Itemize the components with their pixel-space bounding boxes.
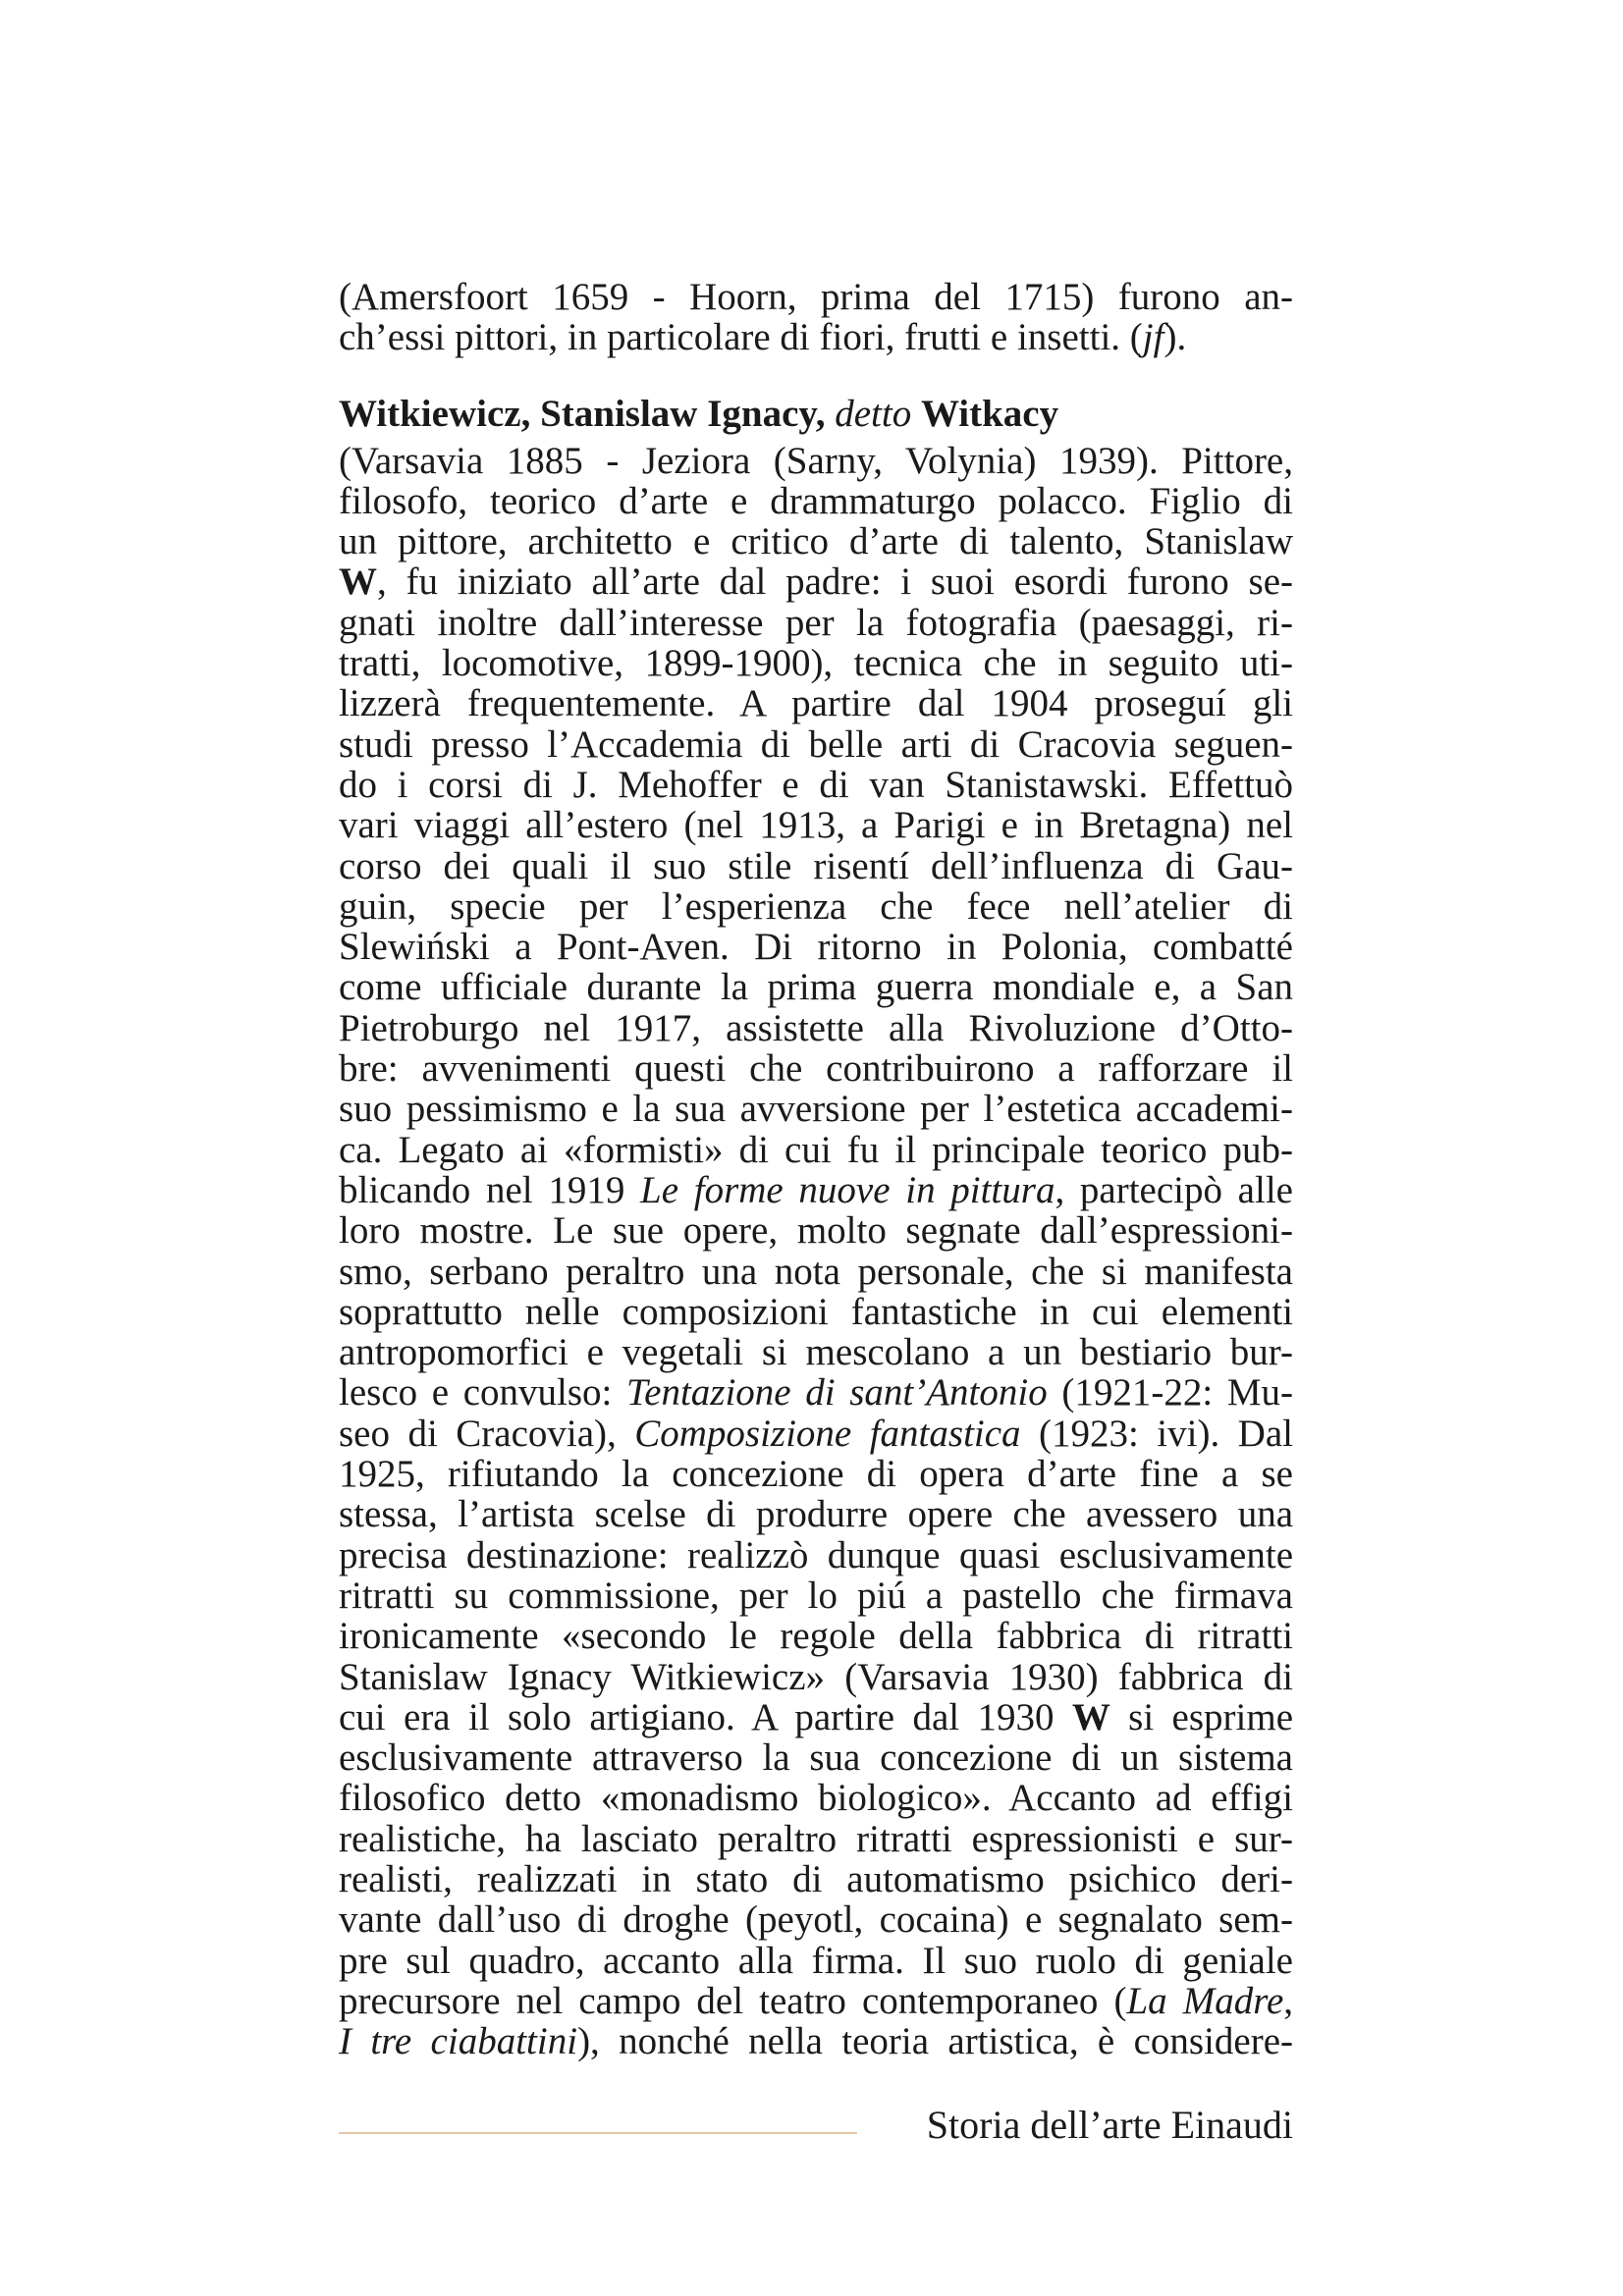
text-line: corso dei quali il suo stile risentí dell’influenza di Gau- bbox=[339, 844, 1293, 887]
text-line: lesco e convulso: Tentazione di sant’Antonio (1921-22: Mu- bbox=[339, 1371, 1293, 1415]
text-line: stessa, l’artista scelse di produrre opere che avessero una bbox=[339, 1493, 1293, 1536]
text-line: Slewiński a Pont-Aven. Di ritorno in Polonia, combatté bbox=[339, 926, 1293, 969]
text-line: vante dall’uso di droghe (peyotl, cocaina) e segnalato sem- bbox=[339, 1898, 1293, 1942]
text-line: Pietroburgo nel 1917, assistette alla Rivoluzione d’Otto- bbox=[339, 1006, 1293, 1049]
text-line: ca. Legato ai «formisti» di cui fu il principale teorico pub- bbox=[339, 1128, 1293, 1171]
entry-heading bbox=[339, 393, 1293, 436]
footer-rule bbox=[339, 2132, 857, 2134]
text-line: pre sul quadro, accanto alla firma. Il suo ruolo di geniale bbox=[339, 1939, 1293, 1982]
text-line: W, fu iniziato all’arte dal padre: i suoi esordi furono se- bbox=[339, 561, 1293, 604]
text-line: ritratti su commissione, per lo piú a pastello che firmava bbox=[339, 1574, 1293, 1617]
text-line: vari viaggi all’estero (nel 1913, a Parigi e in Bretagna) nel bbox=[339, 804, 1293, 847]
text-line: do i corsi di J. Mehoffer e di van Stanistawski. Effettuò bbox=[339, 763, 1293, 806]
text-line: antropomorfici e vegetali si mescolano a un bestiario bur- bbox=[339, 1331, 1293, 1374]
entry-name: Witkiewicz, Stanislaw Ignacy, bbox=[339, 392, 826, 435]
text-line: tratti, locomotive, 1899-1900), tecnica che in seguito uti- bbox=[339, 642, 1293, 685]
intro-paragraph bbox=[339, 277, 1293, 358]
footer-title: Storia dell’arte Einaudi bbox=[926, 2103, 1293, 2147]
text-line: gnati inoltre dall’interesse per la fotografia (paesaggi, ri- bbox=[339, 601, 1293, 644]
entry-body bbox=[339, 441, 1293, 2062]
text-line: precursore nel campo del teatro contemporaneo (La Madre, bbox=[339, 1979, 1293, 2022]
text-line: esclusivamente attraverso la sua concezione di un sistema bbox=[339, 1736, 1293, 1780]
text-line: bre: avvenimenti questi che contribuirono a rafforzare il bbox=[339, 1047, 1293, 1091]
text-line: (Amersfoort 1659 - Hoorn, prima del 1715) furono an- bbox=[339, 276, 1293, 318]
text-line: soprattutto nelle composizioni fantastiche in cui elementi bbox=[339, 1290, 1293, 1333]
text-line: 1925, rifiutando la concezione di opera d’arte fine a se bbox=[339, 1453, 1293, 1496]
text-line: blicando nel 1919 Le forme nuove in pittura, partecipò alle bbox=[339, 1168, 1293, 1211]
text-line: studi presso l’Accademia di belle arti di Cracovia seguen- bbox=[339, 722, 1293, 766]
text-line: lizzerà frequentemente. A partire dal 1904 proseguí gli bbox=[339, 682, 1293, 725]
entry-connector: detto bbox=[835, 392, 912, 435]
text-line: un pittore, architetto e critico d’arte di talento, Stanislaw bbox=[339, 520, 1293, 563]
text-line: I tre ciabattini), nonché nella teoria artistica, è considere- bbox=[339, 2020, 1294, 2063]
text-line: smo, serbano peraltro una nota personale, che si manifesta bbox=[339, 1250, 1293, 1293]
text-line: ch’essi pittori, in particolare di fiori, frutti e insetti. (jf). bbox=[339, 316, 1187, 359]
text-line: cui era il solo artigiano. A partire dal 1930 W si esprime bbox=[339, 1695, 1293, 1738]
text-line: realistiche, ha lasciato peraltro ritratti espressionisti e sur- bbox=[339, 1817, 1293, 1860]
text-line: precisa destinazione: realizzò dunque quasi esclusivamente bbox=[339, 1533, 1293, 1576]
text-line: guin, specie per l’esperienza che fece nell’atelier di bbox=[339, 884, 1293, 928]
text-line: Stanislaw Ignacy Witkiewicz» (Varsavia 1930) fabbrica di bbox=[339, 1655, 1293, 1698]
page-content bbox=[339, 277, 1293, 2061]
text-line: (Varsavia 1885 - Jeziora (Sarny, Volynia) 1939). Pittore, bbox=[339, 439, 1293, 482]
text-line: suo pessimismo e la sua avversione per l’estetica accademi- bbox=[339, 1088, 1293, 1131]
page-footer bbox=[339, 2101, 1293, 2150]
text-line: come ufficiale durante la prima guerra mondiale e, a San bbox=[339, 966, 1293, 1009]
text-line: loro mostre. Le sue opere, molto segnate dall’espressioni- bbox=[339, 1209, 1293, 1253]
text-line: filosofo, teorico d’arte e drammaturgo polacco. Figlio di bbox=[339, 479, 1293, 522]
text-line: ironicamente «secondo le regole della fabbrica di ritratti bbox=[339, 1615, 1293, 1658]
text-line: seo di Cracovia), Composizione fantastica (1923: ivi). Dal bbox=[339, 1412, 1293, 1455]
text-line: realisti, realizzati in stato di automatismo psichico deri- bbox=[339, 1857, 1293, 1900]
text-line: filosofico detto «monadismo biologico». Accanto ad effigi bbox=[339, 1777, 1293, 1820]
entry-alias: Witkacy bbox=[920, 392, 1059, 435]
